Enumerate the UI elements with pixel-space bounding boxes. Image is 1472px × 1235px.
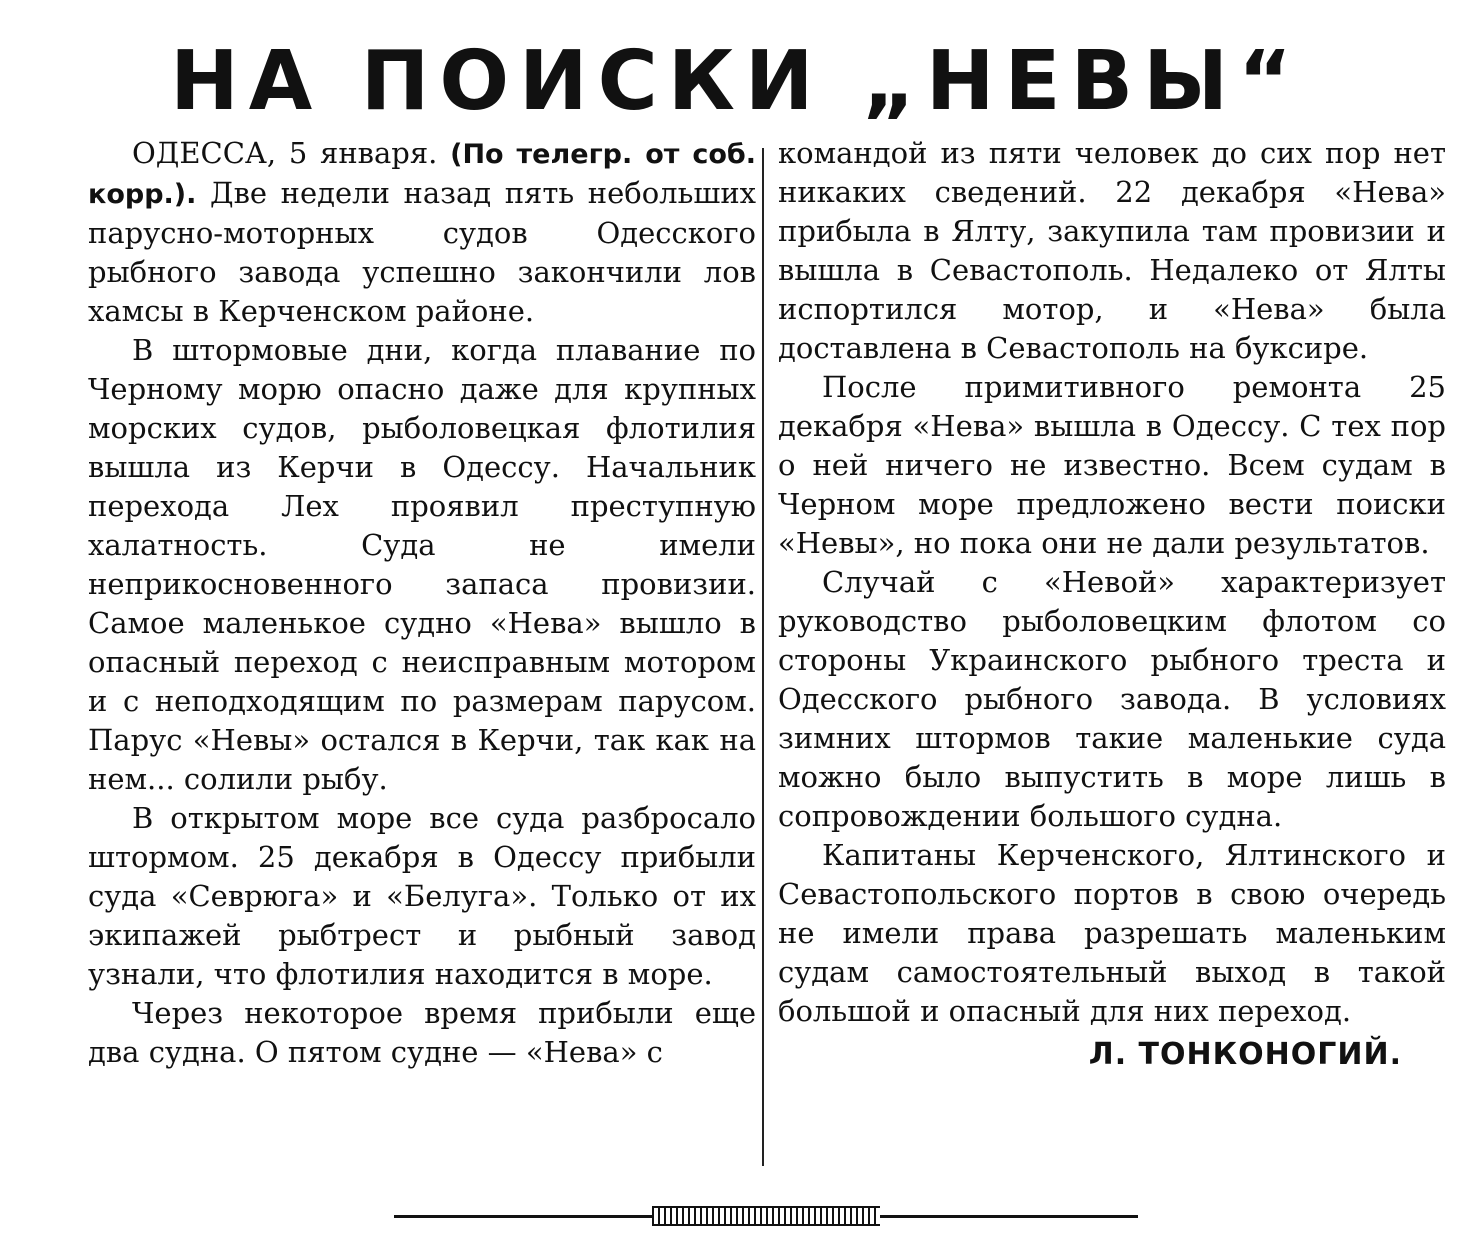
end-rule-left-line (394, 1215, 652, 1218)
column-divider (762, 148, 764, 1166)
paragraph-repair: После примитивного ремонта 25 декабря «Нева» вышла в Одессу. С тех пор о ней ничего не известно. Всем судам в Черном море предложено вести поиски «Невы», но пока они не дали результатов. (778, 370, 1446, 560)
article-end-rule (394, 1206, 1138, 1226)
article-headline: НА ПОИСКИ „НЕВЫ“ (170, 34, 1302, 129)
end-rule-right-line (880, 1215, 1138, 1218)
end-rule-hatch-ornament (652, 1206, 880, 1226)
intro-text: Две недели назад пять небольших парусно-моторных судов Одесского рыбного завода успешно закончили лов хамсы в Керченском районе. (88, 176, 757, 328)
paragraph-open-sea: В открытом море все суда разбросало штормом. 25 декабря в Одессу прибыли суда «Севрюга» и «Белуга». Только от их экипажей рыбтрест и рыбный завод узнали, что флотилия находится в море. (88, 801, 756, 991)
paragraph-management: Случай с «Невой» характеризует руководство рыболовецким флотом со стороны Украинского рыбного треста и Одесского рыбного завода. В условиях зимних штормов такие маленькие суда можно было выпустить в море лишь в сопровождении большого судна. (778, 565, 1446, 833)
source-note: (По телегр. от соб. корр.). (88, 139, 756, 210)
paragraph-two-ships: Через некоторое время прибыли еще два судна. О пятом судне — «Нева» с (88, 996, 756, 1069)
paragraph-captains: Капитаны Керченского, Ялтинского и Севастопольского портов в свою очередь не имели права разрешать маленьким судам самостоятельный выход в такой большой и опасный для них переход. (778, 838, 1446, 1028)
dateline: ОДЕССА, 5 января. (132, 136, 438, 170)
paragraph-crew: командой из пяти человек до сих пор нет никаких сведений. 22 декабря «Нева» прибыла в Ялту, закупила там провизии и вышла в Севастополь. Недалеко от Ялты испортился мотор, и «Нева» была доставлена в Севастополь на буксире. (778, 136, 1446, 365)
left-column (88, 134, 756, 1072)
paragraph-intro (88, 134, 756, 331)
paragraph-storm: В штормовые дни, когда плавание по Черному морю опасно даже для крупных морских судов, рыболовецкая флотилия вышла из Керчи в Одессу. Начальник перехода Лех проявил преступную халатность. Суда не имели неприкосновенного запаса провизии. Самое маленькое судно «Нева» вышло в опасный переход с неисправным мотором и с неподходящим по размерам парусом. Парус «Невы» остался в Керчи, так как на нем... солили рыбу. (88, 333, 756, 796)
author-byline: Л. ТОНКОНОГИЙ. (1088, 1037, 1402, 1072)
right-column (778, 134, 1446, 1072)
